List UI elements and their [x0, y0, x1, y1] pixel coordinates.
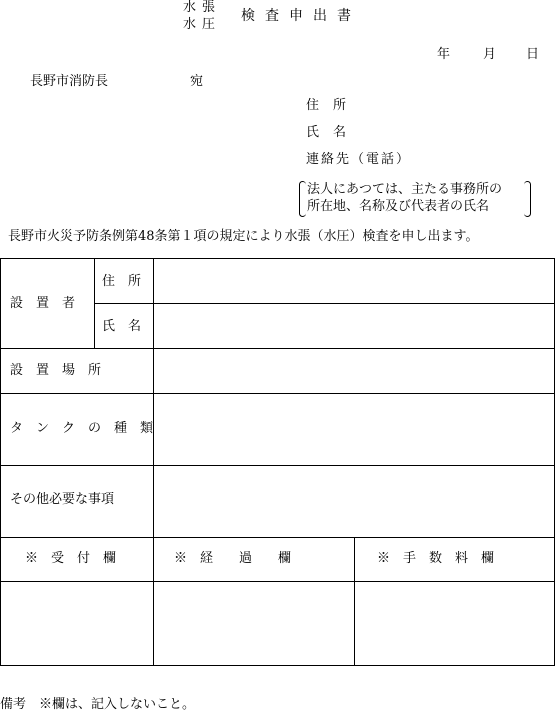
remarks-note: 備考 ※欄は、記入しないこと。 — [0, 697, 196, 712]
title-kind-water-pressure: 水圧 — [183, 17, 222, 32]
fee-column-label: ※ 手 数 料 欄 — [377, 551, 495, 566]
date-month-label: 月 — [483, 47, 497, 62]
corporate-note-line2: 所在地、名称及び代表者の氏名 — [307, 199, 490, 214]
corporate-note-line1: 法人にあつては、主たる事務所の — [307, 182, 503, 197]
install-location-label: 設 置 場 所 — [10, 363, 102, 378]
right-parenthesis — [524, 181, 531, 217]
left-parenthesis — [299, 181, 306, 217]
column-divider-installer — [94, 259, 95, 348]
tank-type-label: タ ン ク の 種 類 — [10, 421, 154, 436]
row-divider — [1, 537, 554, 538]
other-items-field[interactable] — [154, 466, 554, 537]
applicant-address-label: 住所 — [306, 98, 361, 113]
installer-name-field[interactable] — [154, 304, 554, 348]
installer-address-label: 住 所 — [102, 274, 142, 289]
application-statement: 長野市火災予防条例第48条第１項の規定により水張（水圧）検査を申し出ます。 — [8, 229, 479, 244]
document-title: 検査申出書 — [241, 8, 361, 24]
tank-type-field[interactable] — [154, 394, 554, 465]
installer-label: 設 置 者 — [10, 296, 76, 311]
progress-column-label: ※ 経 過 欄 — [174, 551, 292, 566]
install-location-field[interactable] — [154, 349, 554, 393]
applicant-name-label: 氏名 — [306, 125, 361, 140]
fee-cell — [355, 582, 554, 665]
date-day-label: 日 — [526, 47, 540, 62]
applicant-contact-label: 連絡先（電話） — [306, 152, 412, 167]
progress-cell — [154, 582, 354, 665]
reception-column-label: ※ 受 付 欄 — [25, 551, 117, 566]
inspection-form-table — [0, 258, 555, 666]
reception-cell — [1, 582, 153, 665]
recipient-name: 長野市消防長 — [30, 74, 109, 89]
recipient-suffix: 宛 — [190, 74, 204, 89]
title-kind-water-fill: 水張 — [183, 0, 222, 15]
corporate-note — [299, 181, 531, 217]
installer-address-field[interactable] — [154, 259, 554, 303]
date-year-label: 年 — [437, 47, 451, 62]
installer-name-label: 氏 名 — [102, 319, 142, 334]
other-items-label: その他必要な事項 — [10, 492, 115, 507]
